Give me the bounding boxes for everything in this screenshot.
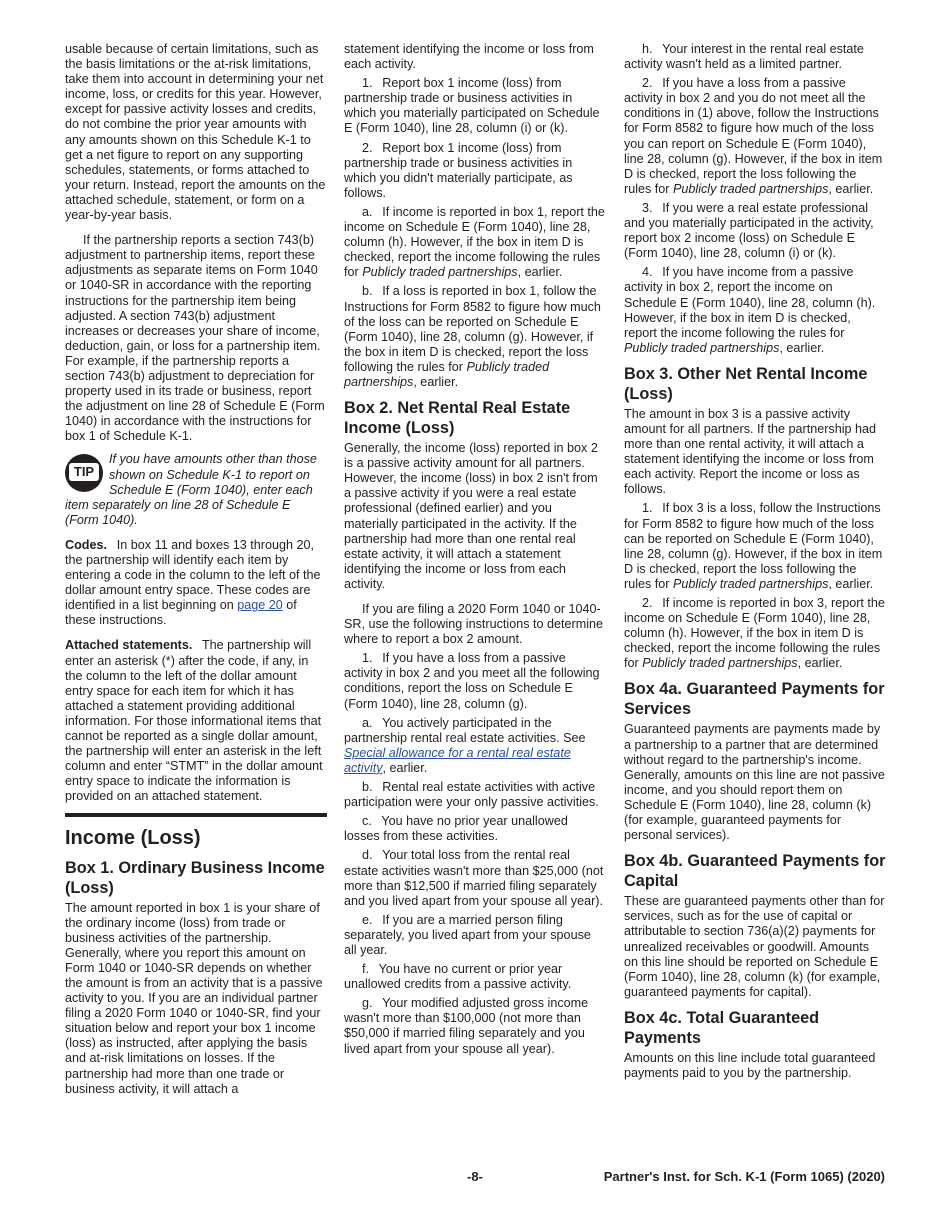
- box2-paragraph: If you are filing a 2020 Form 1040 or 1040-SR, use the following instructions to determine where to report a box 2 amount.: [344, 602, 604, 647]
- box4c-paragraph: Amounts on this line include total guaranteed payments paid to you by the partnership.: [624, 1050, 876, 1080]
- earlier-text: , earlier.: [779, 340, 825, 355]
- list-item-text: 2. If you have a loss from a passive activity in box 2 and you do not meet all the conditions in (1) above, follow the Instructions for Form 8582 to figure how much of the loss you can report on Schedule E (Form 1040), line 28, column (g). However, if the box in item D is checked, report the loss following the rules for: [624, 76, 883, 196]
- earlier-text: , earlier.: [828, 181, 874, 196]
- list-item-text: b. If a loss is reported in box 1, follow the Instructions for Form 8582 to figure how much of the loss can be reported on Schedule E (Form 1040), line 28, column (g). However, if the box in item D is checked, report the loss following the rules for: [344, 284, 601, 374]
- list-item-text: 1. If box 3 is a loss, follow the Instructions for Form 8582 to figure how much of the loss can be reported on Schedule E (Form 1040), line 28, column (g). However, if the box in item D is checked, report the loss following the rules for: [624, 501, 883, 591]
- codes-label: Codes.: [65, 537, 107, 552]
- list-item-text: 2. If income is reported in box 3, report the income on Schedule E (Form 1040), line 28, column (h). However, if the box in item D is checked, report the income following the rules for: [624, 596, 885, 671]
- list-item: 1. Report box 1 income (loss) from partnership trade or business activities in which you materially participated on Schedule E (Form 1040), line 28, column (i) or (k).: [344, 76, 600, 136]
- paragraph: usable because of certain limitations, such as the basis limitations or the at-risk limitations, take them into account in determining your net income, loss, or credits for this year. However, except for passive activity losses and credits, do not combine the prior year amounts with any amounts shown on this Schedule K-1 to get a net figure to report on any supporting schedules, statements, or forms attached to your return. Instead, report the amounts on the attached schedule, statement, or form on a year-by-year basis.: [65, 42, 326, 223]
- ptp-reference: Publicly traded partnerships: [673, 576, 829, 591]
- paragraph: statement identifying the income or loss from each activity.: [344, 42, 594, 72]
- list-item: c. You have no prior year unallowed losses from these activities.: [344, 814, 568, 844]
- attached-label: Attached statements.: [65, 638, 193, 653]
- attached-statements-paragraph: [65, 638, 327, 804]
- list-item: e. If you are a married person filing separately, you lived apart from your spouse all year.: [344, 912, 591, 957]
- page-number: -8-: [467, 1169, 483, 1184]
- list-item: [344, 716, 606, 776]
- list-item-text: a. You actively participated in the partnership rental real estate activities. See: [344, 715, 586, 745]
- list-item: [624, 596, 886, 671]
- box4b-paragraph: These are guaranteed payments other than for services, such as for the use of capital or attributable to section 736(a)(2) payments for unrealized receivables or goodwill. Amounts on this line should be reported on Schedule E (Form 1040), line 28, column (k) (for example, guaranteed payments for capital).: [624, 894, 885, 999]
- heading-box2: Box 2. Net Rental Real Estate Income (Loss): [344, 399, 571, 438]
- heading-box4c: Box 4c. Total Guaranteed Payments: [624, 1008, 820, 1047]
- special-allowance-link[interactable]: [344, 746, 571, 775]
- ptp-reference: Publicly traded partnerships: [344, 359, 550, 389]
- list-item: [344, 205, 606, 280]
- box1-paragraph: The amount reported in box 1 is your share of the ordinary income (loss) from trade or business activities of the partnership. Generally, where you report this amount on Form 1040 or 1040-SR depends on whether the amount is from an activity that is a passive activity to you. If you are an individual partner filing a 2020 Form 1040 or 1040-SR, find your situation below and report your box 1 income (loss) as instructed, after applying the basis and at-risk limitations on losses. If the partnership had more than one trade or business activity, it will attach a: [65, 900, 323, 1096]
- earlier-text: , earlier.: [517, 265, 563, 280]
- codes-text-end: of these instructions.: [65, 598, 297, 628]
- attached-text: The partnership will enter an asterisk (*) after the code, if any, in the column to the left of the dollar amount entry space for each item for which it has attached a statement providing additional information. For those informational items that cannot be reported as a single dollar amount, the partnership will enter an asterisk in the left column and enter “STMT” in the dollar amount entry space to indicate the information is provided on an attached statement.: [65, 638, 323, 804]
- tip-icon-label: TIP: [69, 463, 99, 481]
- list-item: 3. If you were a real estate professional and you materially participated in the activity, report box 2 income (loss) on Schedule E (Form 1040), line 28, column (i) or (k).: [624, 200, 874, 261]
- list-item: h. Your interest in the rental real estate activity wasn't held as a limited partner.: [624, 42, 864, 72]
- codes-text: In box 11 and boxes 13 through 20, the partnership will identify each item by entering a code in the column to the left of the dollar amount entry space. These codes are identified in a list beginning on: [65, 537, 321, 613]
- list-item: f. You have no current or prior year unallowed credits from a passive activity.: [344, 962, 572, 992]
- earlier-text: , earlier.: [828, 576, 874, 591]
- tip-text: If you have amounts other than those shown on Schedule K-1 to report on Schedule E (Form 1040), enter each item separately on line 28 of Schedule E (Form 1040).: [65, 452, 317, 527]
- box4a-paragraph: Guaranteed payments are payments made by a partnership to a partner that are determined without regard to the partnership's income. Generally, amounts on this line are not passive income, and you should report them on Schedule E (Form 1040), line 28, column (k) (for example, guaranteed payments for personal services).: [624, 722, 885, 843]
- heading-income-loss: Income (Loss): [65, 826, 201, 849]
- list-item: [624, 501, 886, 592]
- special-allowance-link-text: Special allowance for a rental real estate activity: [344, 745, 571, 775]
- list-item: d. Your total loss from the rental real estate activities wasn't more than $25,000 (not more than $12,500 if married filing separately and you lived apart from your spouse all year).: [344, 848, 604, 908]
- heading-box4a: Box 4a. Guaranteed Payments for Services: [624, 680, 885, 719]
- earlier-text: , earlier.: [797, 656, 843, 671]
- codes-paragraph: [65, 538, 327, 629]
- column-left: [65, 42, 327, 1101]
- list-item-text: a. If income is reported in box 1, report the income on Schedule E (Form 1040), line 28, column (h). However, if the box in item D is checked, report the income following the rules for: [344, 204, 605, 280]
- ptp-reference: Publicly traded partnerships: [362, 265, 518, 280]
- list-item: [624, 265, 886, 356]
- heading-box4b: Box 4b. Guaranteed Payments for Capital: [624, 852, 886, 891]
- page-20-link[interactable]: page 20: [237, 598, 283, 613]
- heading-box3: Box 3. Other Net Rental Income (Loss): [624, 364, 868, 403]
- list-item: [624, 76, 886, 197]
- list-item: b. Rental real estate activities with active participation were your only passive activities.: [344, 780, 599, 810]
- list-item: g. Your modified adjusted gross income wasn't more than $100,000 (not more than $50,000 if married filing separately and you lived apart from your spouse all year).: [344, 996, 589, 1056]
- box3-paragraph: The amount in box 3 is a passive activity amount for all partners. If the partnership had more than one rental activity, it will attach a statement identifying the income or loss from each activity. Report the income or loss as follows.: [624, 406, 877, 497]
- column-right: [624, 42, 886, 1085]
- list-item: 1. If you have a loss from a passive activity in box 2 and you meet all the following conditions, report the loss on Schedule E (Form 1040), line 28, column (g).: [344, 651, 600, 711]
- ptp-reference: Publicly traded partnerships: [673, 181, 829, 196]
- section-divider: [65, 813, 327, 817]
- list-item: [344, 284, 606, 390]
- earlier-text: , earlier.: [413, 374, 459, 389]
- ptp-reference: Publicly traded partnerships: [624, 340, 780, 355]
- heading-box1: Box 1. Ordinary Business Income (Loss): [65, 858, 325, 897]
- paragraph-743b: If the partnership reports a section 743(b) adjustment to partnership items, report these adjustments as separate items on Form 1040 or 1040-SR in accordance with the reporting instructions for the partnership item being adjusted. A section 743(b) adjustment increases or decreases your share of income, deduction, gain, or loss for a partnership item. For example, if the partnership reports a section 743(b) adjustment to depreciation for property used in its trade or business, report the adjustment on line 28 of Schedule E (Form 1040) in accordance with the instructions for box 1 of Schedule K-1.: [65, 233, 325, 444]
- page-footer: [65, 1169, 885, 1187]
- earlier-text: , earlier.: [382, 760, 428, 775]
- list-item: 2. Report box 1 income (loss) from partnership trade or business activities in which you didn't materially participate, as follows.: [344, 140, 573, 200]
- box2-paragraph: Generally, the income (loss) reported in box 2 is a passive activity amount for all partners. However, the income (loss) in box 2 isn't from a passive activity if you were a real estate professional (defined earlier) and you materially participated in the activity. If the partnership had more than one rental real estate activity, it will attach a statement identifying the income or loss from each activity.: [344, 441, 598, 591]
- tip-icon: [65, 454, 103, 492]
- column-middle: [344, 42, 606, 1061]
- footer-title: Partner's Inst. for Sch. K-1 (Form 1065) (2020): [603, 1169, 885, 1184]
- list-item-text: 4. If you have income from a passive activity in box 2, report the income on Schedule E (Form 1040), line 28, column (h). However, if the box in item D is checked, report the income following the rules for: [624, 265, 876, 340]
- tip-box: [65, 452, 327, 527]
- ptp-reference: Publicly traded partnerships: [642, 656, 798, 671]
